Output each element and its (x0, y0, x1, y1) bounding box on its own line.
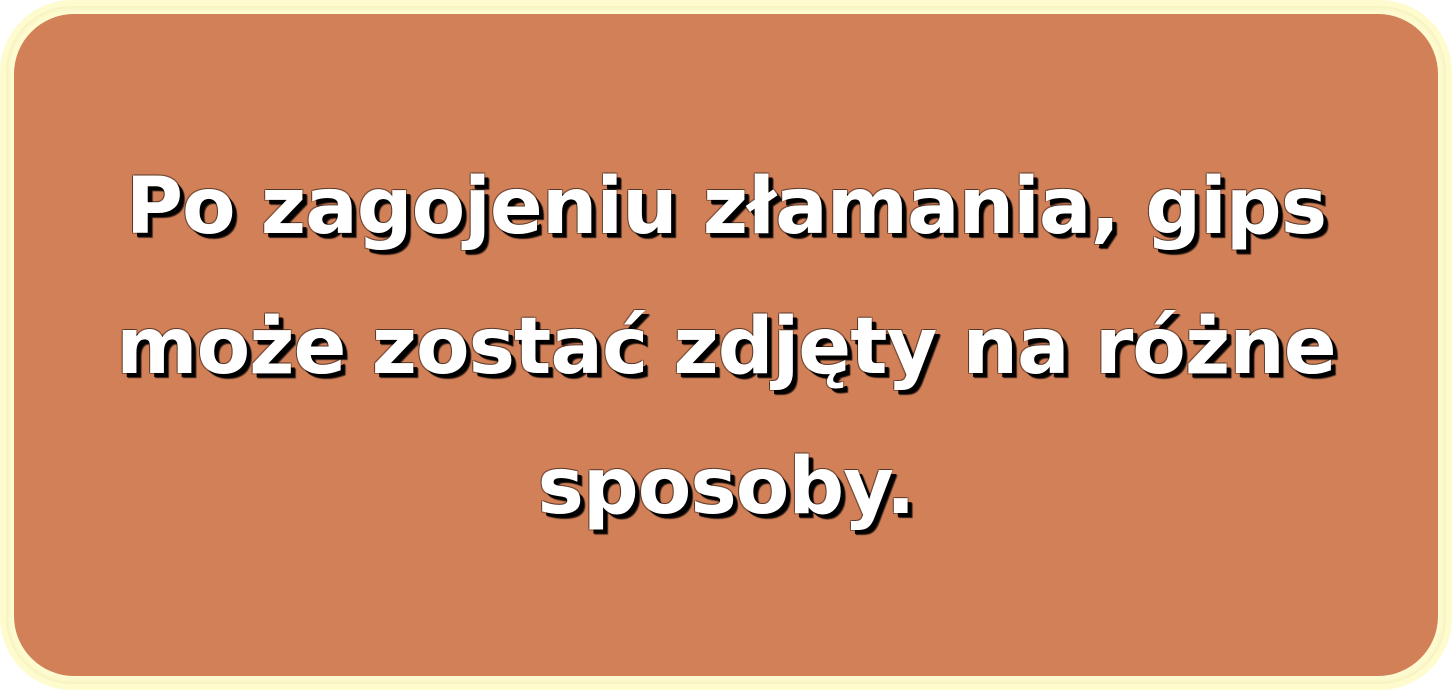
message-line-3: sposoby. (537, 442, 915, 532)
message-line-1: Po zagojeniu złamania, gips (125, 162, 1327, 252)
message-card (14, 14, 1438, 676)
message-line-2: może zostać zdjęty na różne (116, 302, 1336, 392)
message-text (14, 137, 1438, 557)
